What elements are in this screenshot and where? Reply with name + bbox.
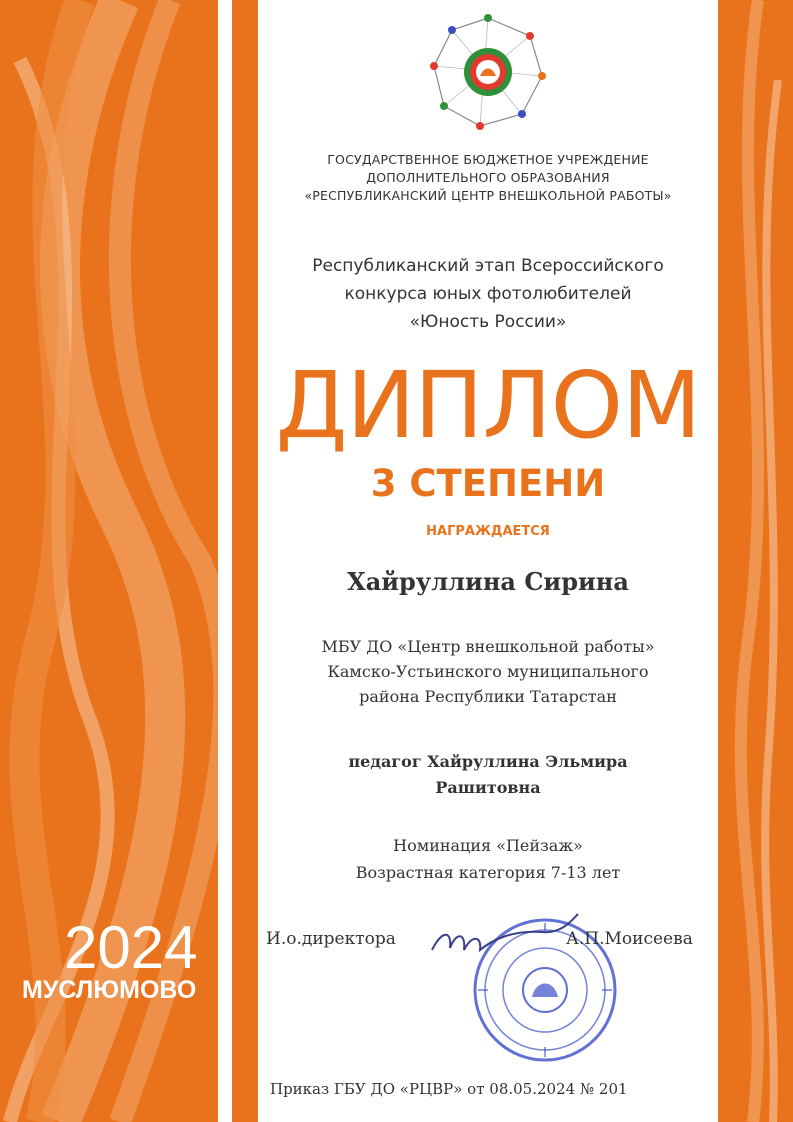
swirl-decoration-right	[718, 0, 793, 1122]
footer-city: МУСЛЮМОВО	[22, 976, 197, 1004]
white-stripe	[218, 0, 232, 1122]
teacher-line: Рашитовна	[435, 778, 541, 797]
organization-line: «РЕСПУБЛИКАНСКИЙ ЦЕНТР ВНЕШКОЛЬНОЙ РАБОТЫ»	[304, 188, 672, 203]
republican-center-emblem-icon	[430, 14, 546, 130]
footer-year: 2024	[64, 914, 198, 981]
school-line: Камско-Устьинского муниципального	[327, 662, 649, 681]
teacher-name	[258, 749, 718, 801]
director-signature-icon	[422, 910, 582, 970]
organization-name	[258, 151, 718, 205]
school-line: района Республики Татарстан	[359, 687, 617, 706]
director-role: И.о.директора	[266, 929, 396, 949]
teacher-line: педагог Хайруллина Эльмира	[348, 752, 628, 771]
school-line: МБУ ДО «Центр внешкольной работы»	[321, 637, 655, 656]
right-decorative-band	[718, 0, 793, 1122]
diploma-degree: 3 СТЕПЕНИ	[370, 462, 606, 505]
order-reference: Приказ ГБУ ДО «РЦВР» от 08.05.2024 № 201	[270, 1080, 628, 1098]
contest-line: «Юность России»	[409, 312, 567, 332]
age-category-line: Возрастная категория 7-13 лет	[355, 863, 621, 882]
contest-line: конкурса юных фотолюбителей	[344, 284, 632, 304]
nomination-info	[258, 832, 718, 886]
organization-line: ГОСУДАРСТВЕННОЕ БЮДЖЕТНОЕ УЧРЕЖДЕНИЕ	[327, 152, 649, 167]
nomination-line: Номинация «Пейзаж»	[393, 836, 583, 855]
awarded-label: НАГРАЖДАЕТСЯ	[426, 524, 550, 539]
diploma-title: ДИПЛОМ	[275, 352, 701, 459]
recipient-name: Хайруллина Сирина	[347, 567, 629, 596]
school-name	[258, 634, 718, 709]
organization-line: ДОПОЛНИТЕЛЬНОГО ОБРАЗОВАНИЯ	[366, 170, 610, 185]
director-name: А.П.Моисеева	[566, 929, 693, 949]
orange-stripe	[232, 0, 258, 1122]
contest-name	[258, 252, 718, 336]
contest-line: Республиканский этап Всероссийского	[312, 256, 664, 276]
diploma-content	[258, 0, 718, 1122]
